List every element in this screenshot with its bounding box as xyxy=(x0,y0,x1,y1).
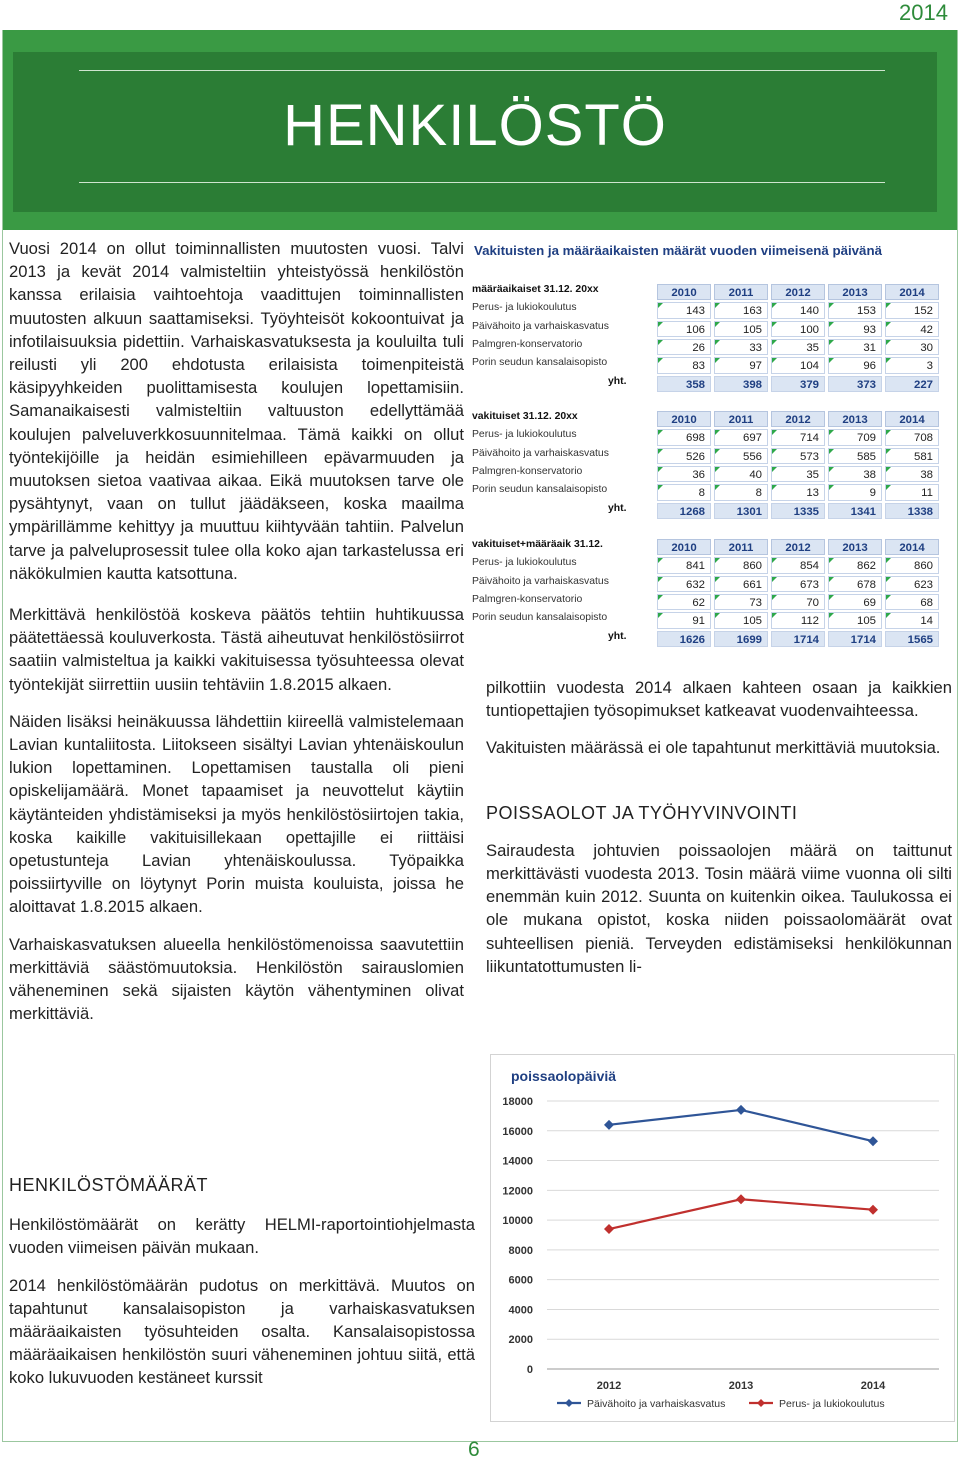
total-cell: 1268 xyxy=(657,503,711,519)
total-cell: 1626 xyxy=(657,631,711,647)
value-cell: 854 xyxy=(771,557,825,573)
total-cell: 1714 xyxy=(828,631,882,647)
value-cell: 62 xyxy=(657,594,711,610)
cell-marker xyxy=(829,595,834,600)
year-cell: 2013 xyxy=(828,539,882,555)
y-tick-label: 10000 xyxy=(502,1215,533,1228)
value-cell: 143 xyxy=(657,302,711,318)
paragraph: Sairaudesta johtuvien poissaolojen määrä on taittunut merkittävästi vuodesta 2013. Tosin määrä viime vuonna oli silti enemmän kuin 2012. Suunta on kuitenkin oikea. Taulukossa ei ole mukana opistot, koska niiden poissaolomäärät ovat suhteellisen pieniä. Terveyden edistämiseksi henkilökunnan liikuntatottumusten li- xyxy=(486,840,952,976)
year-cell: 2011 xyxy=(714,284,768,300)
year-cell: 2014 xyxy=(885,284,939,300)
paragraph: Merkittävä henkilöstöä koskeva päätös tehtiin huhtikuussa päätettäessä kouluverkosta. Tästä aiheutuvat henkilöstösiirrot saatiin valmisteltua ja kaikki vakituisessa työsuhteessa olevat työntekijät siirrettiin uusiin tehtäviin 1.8.2015 alkaen. xyxy=(9,605,464,694)
total-cell: 379 xyxy=(771,376,825,392)
cell-marker xyxy=(829,467,834,472)
table-row xyxy=(471,338,955,356)
paragraph: pilkottiin vuodesta 2014 alkaen kahteen osaan ja kaikkien tuntiopettajien työsopimukset katkeavat vuodenvaihteessa. xyxy=(486,678,952,721)
value-cell: 661 xyxy=(714,576,768,592)
cell-marker xyxy=(829,577,834,582)
value-cell: 36 xyxy=(657,466,711,482)
year-cell: 2013 xyxy=(828,411,882,427)
value-cell: 698 xyxy=(657,429,711,445)
cell-marker xyxy=(715,595,720,600)
total-cell: 1301 xyxy=(714,503,768,519)
paragraph: Näiden lisäksi heinäkuussa lähdettiin kiireellä valmistelemaan Lavian kuntaliitosta. Liitokseen sisältyi Lavian yhtenäiskoulun lukion lopettaminen. Lopettamisen taustalla oli pieni opiskelijamäärä. Monet tapaamiset ja neuvottelut käytiin käytänteiden yhdistämiseksi ja myös henkilöstösiirtojen takia, koska kaikille vakituisillekaan opettajille ei riittäisi opetustunteja Lavian yhtenäiskoulussa. Työpaikka poissiirtyville on löytynyt Porin muista kouluista, joissa he aloittavat 1.8.2015 alkaen. xyxy=(9,711,464,917)
year-cell: 2013 xyxy=(828,284,882,300)
cell-marker xyxy=(772,485,777,490)
total-cell: 398 xyxy=(714,376,768,392)
table-header-row xyxy=(471,283,955,301)
cell-marker xyxy=(772,449,777,454)
value-cell: 35 xyxy=(771,339,825,355)
value-cell: 152 xyxy=(885,302,939,318)
y-tick-label: 4000 xyxy=(508,1304,533,1317)
cell-marker xyxy=(658,322,663,327)
cell-marker xyxy=(715,558,720,563)
year-cell: 2011 xyxy=(714,411,768,427)
value-cell: 106 xyxy=(657,321,711,337)
value-cell: 623 xyxy=(885,576,939,592)
value-cell: 30 xyxy=(885,339,939,355)
table-row xyxy=(471,575,955,593)
legend-label: Perus- ja lukiokoulutus xyxy=(779,1398,885,1410)
staff-count-table xyxy=(471,237,955,653)
total-cell: 1341 xyxy=(828,503,882,519)
total-cell: 373 xyxy=(828,376,882,392)
cell-marker xyxy=(772,467,777,472)
value-cell: 573 xyxy=(771,448,825,464)
cell-marker xyxy=(715,467,720,472)
value-cell: 860 xyxy=(714,557,768,573)
value-cell: 31 xyxy=(828,339,882,355)
value-cell: 678 xyxy=(828,576,882,592)
row-label: Palmgren-konservatorio xyxy=(472,593,583,605)
paragraph: Vakituisten määrässä ei ole tapahtunut merkittäviä muutoksia. xyxy=(486,738,941,758)
cell-marker xyxy=(886,358,891,363)
cell-marker xyxy=(658,577,663,582)
value-cell: 91 xyxy=(657,612,711,628)
year-cell: 2014 xyxy=(885,411,939,427)
value-cell: 38 xyxy=(885,466,939,482)
row-label: Porin seudun kansalaisopisto xyxy=(472,484,608,496)
total-row xyxy=(471,375,955,393)
value-cell: 97 xyxy=(714,357,768,373)
year-cell: 2012 xyxy=(771,539,825,555)
value-cell: 93 xyxy=(828,321,882,337)
cell-marker xyxy=(715,577,720,582)
y-tick-label: 18000 xyxy=(502,1096,533,1108)
year-label: 2014 xyxy=(899,0,948,25)
table-row xyxy=(471,465,955,483)
row-label: Päivähoito ja varhaiskasvatus xyxy=(472,447,609,459)
cell-marker xyxy=(772,558,777,563)
value-cell: 35 xyxy=(771,466,825,482)
section-heading: POISSAOLOT JA TYÖHYVINVOINTI xyxy=(486,802,798,823)
y-tick-label: 6000 xyxy=(508,1274,533,1287)
y-tick-label: 12000 xyxy=(502,1185,533,1198)
value-cell: 70 xyxy=(771,594,825,610)
value-cell: 581 xyxy=(885,448,939,464)
cell-marker xyxy=(772,430,777,435)
table-block-header: vakituiset+määräaik 31.12. xyxy=(472,539,603,550)
value-cell: 9 xyxy=(828,484,882,500)
cell-marker xyxy=(772,577,777,582)
table-title: Vakituisten ja määräaikaisten määrät vuoden viimeisenä päivänä xyxy=(474,243,882,258)
table-block-header: määräaikaiset 31.12. 20xx xyxy=(472,284,599,295)
row-label: Palmgren-konservatorio xyxy=(472,465,583,477)
y-tick-label: 16000 xyxy=(502,1125,533,1138)
x-tick-label: 2013 xyxy=(728,1380,754,1392)
y-tick-label: 2000 xyxy=(508,1334,533,1347)
total-label: yht. xyxy=(608,502,627,514)
value-cell: 841 xyxy=(657,557,711,573)
cell-marker xyxy=(715,613,720,618)
banner-rule-top xyxy=(79,70,885,71)
year-cell: 2011 xyxy=(714,539,768,555)
value-cell: 862 xyxy=(828,557,882,573)
value-cell: 69 xyxy=(828,594,882,610)
total-label: yht. xyxy=(608,630,627,642)
table-row xyxy=(471,301,955,319)
cell-marker xyxy=(658,303,663,308)
paragraph: Vuosi 2014 on ollut toiminnallisten muutosten vuosi. Talvi 2013 ja kevät 2014 valmisteltiin yhteistyössä henkilöstön kanssa erilaisia vaihtoehtoja vaadittujen toiminnallisten muutosten alkuun saattamiseksi. Työyhteisöt kokoontuivat ja infotilaisuuksia pidettiin. Varhaiskasvatuksesta ja kouluilta tuli reilusti yli 200 ehdotusta erilaisista toimenpiteistä käsipyyhkeiden puolittamisesta koulujen lopettamisiin. Samanaikaisesti valmisteltiin valtuuston edellyttämää koulujen palveluverkkosuunnitelmaa. Tämä kaikki on ollut työntekijöille ja heidän esimiehilleen epävarmuuden ja muutoksen sietoa vaativaa aikaa. Eikä muutoksen tarve ole pysähtynyt, vaan on tullut jäädäkseen, koska maailma ympärillämme kehittyy ja muuttuu kiihtyvään tahtiin. Palvelun tarve ja palveluprosessit tulee olla koko ajan tarkastelussa eri näkökulmien kautta katsottuna. xyxy=(9,239,464,583)
value-cell: 11 xyxy=(885,484,939,500)
total-cell: 227 xyxy=(885,376,939,392)
y-tick-label: 14000 xyxy=(502,1155,533,1168)
cell-marker xyxy=(658,613,663,618)
table-row xyxy=(471,320,955,338)
total-row xyxy=(471,502,955,520)
value-cell: 556 xyxy=(714,448,768,464)
cell-marker xyxy=(829,613,834,618)
value-cell: 8 xyxy=(714,484,768,500)
legend-label: Päivähoito ja varhaiskasvatus xyxy=(587,1398,726,1410)
chart-title: poissaolopäiviä xyxy=(511,1068,617,1084)
row-label: Palmgren-konservatorio xyxy=(472,338,583,350)
cell-marker xyxy=(886,322,891,327)
value-cell: 163 xyxy=(714,302,768,318)
cell-marker xyxy=(715,449,720,454)
cell-marker xyxy=(772,595,777,600)
cell-marker xyxy=(886,558,891,563)
value-cell: 83 xyxy=(657,357,711,373)
value-cell: 105 xyxy=(714,612,768,628)
cell-marker xyxy=(886,303,891,308)
total-cell: 1335 xyxy=(771,503,825,519)
right-column xyxy=(486,676,952,992)
cell-marker xyxy=(829,558,834,563)
cell-marker xyxy=(658,430,663,435)
value-cell: 104 xyxy=(771,357,825,373)
value-cell: 105 xyxy=(828,612,882,628)
year-cell: 2014 xyxy=(885,539,939,555)
row-label: Perus- ja lukiokoulutus xyxy=(472,429,577,441)
y-tick-label: 8000 xyxy=(508,1244,533,1257)
page-number: 6 xyxy=(468,1438,480,1461)
cell-marker xyxy=(829,303,834,308)
value-cell: 632 xyxy=(657,576,711,592)
cell-marker xyxy=(886,340,891,345)
row-label: Perus- ja lukiokoulutus xyxy=(472,302,577,314)
table-row xyxy=(471,483,955,501)
cell-marker xyxy=(715,358,720,363)
table-row xyxy=(471,556,955,574)
cell-marker xyxy=(772,340,777,345)
row-label: Perus- ja lukiokoulutus xyxy=(472,557,577,569)
value-cell: 14 xyxy=(885,612,939,628)
cell-marker xyxy=(658,558,663,563)
cell-marker xyxy=(658,449,663,454)
cell-marker xyxy=(658,467,663,472)
cell-marker xyxy=(658,485,663,490)
staff-section xyxy=(9,1174,475,1404)
cell-marker xyxy=(715,322,720,327)
value-cell: 709 xyxy=(828,429,882,445)
cell-marker xyxy=(886,430,891,435)
cell-marker xyxy=(772,322,777,327)
value-cell: 100 xyxy=(771,321,825,337)
row-label: Päivähoito ja varhaiskasvatus xyxy=(472,320,609,332)
banner-rule-bottom xyxy=(79,182,885,183)
page-title: HENKILÖSTÖ xyxy=(283,93,667,158)
year-cell: 2010 xyxy=(657,411,711,427)
value-cell: 68 xyxy=(885,594,939,610)
year-cell: 2010 xyxy=(657,539,711,555)
total-cell: 1338 xyxy=(885,503,939,519)
title-banner-inner xyxy=(13,52,937,212)
value-cell: 8 xyxy=(657,484,711,500)
value-cell: 96 xyxy=(828,357,882,373)
cell-marker xyxy=(829,430,834,435)
cell-marker xyxy=(715,303,720,308)
paragraph: Henkilöstömäärät on kerätty HELMI-raportointiohjelmasta vuoden viimeisen päivän mukaan. xyxy=(9,1215,475,1258)
row-label: Porin seudun kansalaisopisto xyxy=(472,612,608,624)
cell-marker xyxy=(715,430,720,435)
value-cell: 673 xyxy=(771,576,825,592)
cell-marker xyxy=(772,303,777,308)
y-tick-label: 0 xyxy=(526,1364,533,1376)
x-tick-label: 2012 xyxy=(596,1380,622,1392)
cell-marker xyxy=(886,485,891,490)
value-cell: 697 xyxy=(714,429,768,445)
cell-marker xyxy=(658,595,663,600)
x-tick-label: 2014 xyxy=(860,1380,886,1392)
cell-marker xyxy=(829,322,834,327)
value-cell: 153 xyxy=(828,302,882,318)
cell-marker xyxy=(886,467,891,472)
year-cell: 2010 xyxy=(657,284,711,300)
section-heading: HENKILÖSTÖMÄÄRÄT xyxy=(9,1175,209,1195)
table-row xyxy=(471,593,955,611)
cell-marker xyxy=(658,340,663,345)
row-label: Porin seudun kansalaisopisto xyxy=(472,357,608,369)
value-cell: 33 xyxy=(714,339,768,355)
value-cell: 40 xyxy=(714,466,768,482)
value-cell: 3 xyxy=(885,357,939,373)
absence-chart xyxy=(490,1054,955,1422)
total-cell: 1699 xyxy=(714,631,768,647)
cell-marker xyxy=(715,485,720,490)
chart-background xyxy=(491,1055,954,1421)
table-row xyxy=(471,611,955,629)
value-cell: 38 xyxy=(828,466,882,482)
cell-marker xyxy=(886,577,891,582)
table-row xyxy=(471,356,955,374)
left-column xyxy=(9,237,464,1040)
cell-marker xyxy=(829,358,834,363)
cell-marker xyxy=(658,358,663,363)
value-cell: 714 xyxy=(771,429,825,445)
paragraph: 2014 henkilöstömäärän pudotus on merkittävä. Muutos on tapahtunut kansalaisopiston ja varhaiskasvatuksen määräaikaisten työsuhteiden osalta. Kansalaisopistossa määräaikaisen henkilöstön suuri väheneminen johtuu siitä, että koko lukuvuoden kestäneet kurssit xyxy=(9,1275,475,1388)
row-label: Päivähoito ja varhaiskasvatus xyxy=(472,575,609,587)
total-label: yht. xyxy=(608,375,627,387)
table-header-row xyxy=(471,410,955,428)
value-cell: 13 xyxy=(771,484,825,500)
year-cell: 2012 xyxy=(771,284,825,300)
total-row xyxy=(471,630,955,648)
table-header-row xyxy=(471,538,955,556)
table-block-header: vakituiset 31.12. 20xx xyxy=(472,411,578,422)
cell-marker xyxy=(829,449,834,454)
cell-marker xyxy=(772,613,777,618)
cell-marker xyxy=(886,595,891,600)
value-cell: 140 xyxy=(771,302,825,318)
absence-chart-svg xyxy=(491,1055,954,1421)
value-cell: 526 xyxy=(657,448,711,464)
paragraph: Varhaiskasvatuksen alueella henkilöstömenoissa saavutettiin merkittäviä säästömuutoksia. Henkilöstön sairauslomien väheneminen sekä sijaisten käytön vähentyminen olivat merkittäviä. xyxy=(9,934,464,1024)
value-cell: 585 xyxy=(828,448,882,464)
title-banner xyxy=(3,30,957,230)
value-cell: 26 xyxy=(657,339,711,355)
total-cell: 358 xyxy=(657,376,711,392)
table-row xyxy=(471,428,955,446)
value-cell: 708 xyxy=(885,429,939,445)
total-cell: 1714 xyxy=(771,631,825,647)
cell-marker xyxy=(886,613,891,618)
cell-marker xyxy=(829,485,834,490)
cell-marker xyxy=(715,340,720,345)
value-cell: 112 xyxy=(771,612,825,628)
total-cell: 1565 xyxy=(885,631,939,647)
table-row xyxy=(471,447,955,465)
cell-marker xyxy=(886,449,891,454)
cell-marker xyxy=(829,340,834,345)
value-cell: 105 xyxy=(714,321,768,337)
value-cell: 860 xyxy=(885,557,939,573)
value-cell: 73 xyxy=(714,594,768,610)
year-cell: 2012 xyxy=(771,411,825,427)
value-cell: 42 xyxy=(885,321,939,337)
cell-marker xyxy=(772,358,777,363)
